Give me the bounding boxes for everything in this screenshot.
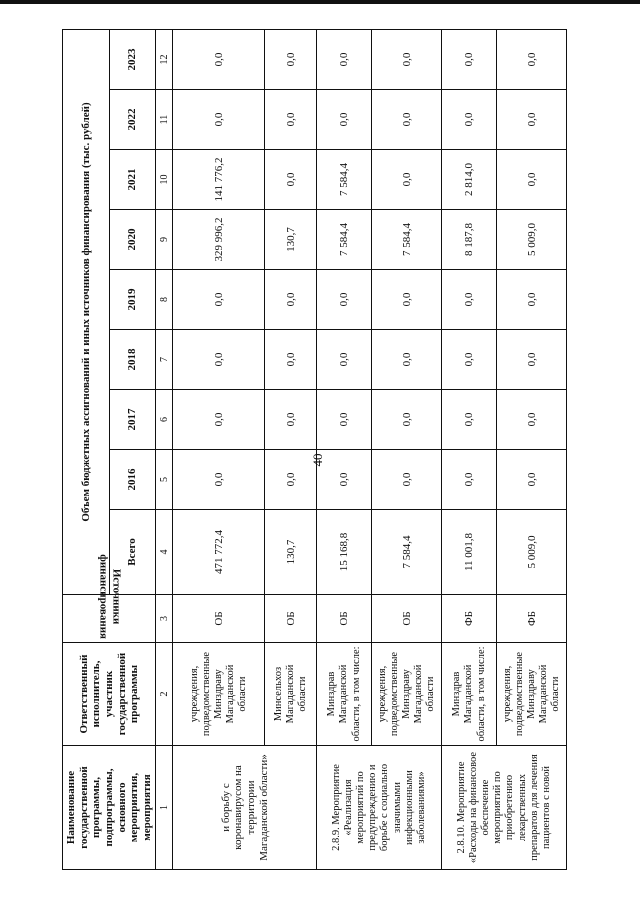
header-source: Источники финансирования	[63, 595, 156, 643]
table-row	[497, 29, 567, 869]
value-cell: 8 187,8	[442, 210, 497, 270]
value-cell: 7 584,4	[317, 150, 372, 210]
value-cell: 0,0	[497, 390, 567, 450]
source-cell: ОБ	[265, 595, 317, 643]
source-cell: ОБ	[317, 595, 372, 643]
value-cell: 7 584,4	[372, 210, 442, 270]
program-name-cell: 2.8.10. Мероприятие «Расходы на финансовое обеспечение мероприятий по приобретению лекарственных препаратов для лечения пациентов с новой	[442, 746, 567, 870]
total-cell: 471 772,4	[173, 510, 265, 595]
value-cell: 0,0	[317, 29, 372, 89]
value-cell: 0,0	[497, 450, 567, 510]
value-cell: 0,0	[442, 90, 497, 150]
header-total: Всего	[109, 510, 156, 595]
header-year-2018: 2018	[109, 330, 156, 390]
column-index: 12	[156, 29, 173, 89]
value-cell: 0,0	[442, 450, 497, 510]
column-index: 10	[156, 150, 173, 210]
value-cell: 0,0	[372, 29, 442, 89]
header-year-2020: 2020	[109, 210, 156, 270]
value-cell: 0,0	[173, 450, 265, 510]
value-cell: 0,0	[372, 330, 442, 390]
table-row	[372, 29, 442, 869]
value-cell: 0,0	[317, 90, 372, 150]
rotated-table-container	[62, 30, 622, 870]
total-cell: 7 584,4	[372, 510, 442, 595]
value-cell: 0,0	[265, 270, 317, 330]
value-cell: 0,0	[372, 90, 442, 150]
value-cell: 0,0	[265, 150, 317, 210]
value-cell: 0,0	[173, 29, 265, 89]
value-cell: 0,0	[442, 330, 497, 390]
column-index: 9	[156, 210, 173, 270]
table-row	[317, 29, 372, 869]
value-cell: 0,0	[265, 29, 317, 89]
value-cell: 0,0	[173, 330, 265, 390]
value-cell: 2 814,0	[442, 150, 497, 210]
value-cell: 0,0	[265, 450, 317, 510]
column-index-row	[156, 29, 173, 869]
total-cell: 15 168,8	[317, 510, 372, 595]
column-index: 7	[156, 330, 173, 390]
source-cell: ФБ	[497, 595, 567, 643]
table-row	[442, 29, 497, 869]
value-cell: 0,0	[317, 390, 372, 450]
program-name-cell: 2.8.9. Мероприятие «Реализация мероприятий по предупреждению и борьбе с социально значимыми инфекционными заболеваниями»	[317, 746, 442, 870]
table-row	[173, 29, 265, 869]
column-index: 2	[156, 643, 173, 746]
value-cell: 0,0	[497, 270, 567, 330]
column-index: 1	[156, 746, 173, 870]
value-cell: 0,0	[317, 450, 372, 510]
value-cell: 5 009,0	[497, 210, 567, 270]
value-cell: 0,0	[265, 330, 317, 390]
value-cell: 0,0	[173, 390, 265, 450]
column-index: 4	[156, 510, 173, 595]
column-index: 11	[156, 90, 173, 150]
column-index: 6	[156, 390, 173, 450]
table-row	[265, 29, 317, 869]
value-cell: 0,0	[265, 90, 317, 150]
executor-cell: Минздрав Магаданской области, в том числе:	[317, 643, 372, 746]
total-cell: 5 009,0	[497, 510, 567, 595]
header-year-2023: 2023	[109, 29, 156, 89]
value-cell: 130,7	[265, 210, 317, 270]
value-cell: 0,0	[173, 90, 265, 150]
column-index: 3	[156, 595, 173, 643]
value-cell: 7 584,4	[317, 210, 372, 270]
column-index: 5	[156, 450, 173, 510]
value-cell: 0,0	[497, 90, 567, 150]
top-border-line	[0, 0, 640, 4]
value-cell: 0,0	[497, 330, 567, 390]
value-cell: 0,0	[442, 29, 497, 89]
source-cell: ФБ	[442, 595, 497, 643]
value-cell: 0,0	[372, 150, 442, 210]
value-cell: 0,0	[317, 330, 372, 390]
value-cell: 0,0	[497, 29, 567, 89]
header-year-2021: 2021	[109, 150, 156, 210]
header-year-2016: 2016	[109, 450, 156, 510]
source-cell: ОБ	[372, 595, 442, 643]
value-cell: 0,0	[317, 270, 372, 330]
page-number: 40	[310, 453, 325, 467]
header-executor: Ответственный исполнитель, участник государственной программы	[63, 643, 156, 746]
value-cell: 141 776,2	[173, 150, 265, 210]
value-cell: 0,0	[372, 450, 442, 510]
source-cell: ОБ	[173, 595, 265, 643]
executor-cell: Минздрав Магаданской области, в том числе:	[442, 643, 497, 746]
value-cell: 0,0	[372, 270, 442, 330]
total-cell: 11 001,8	[442, 510, 497, 595]
header-program-name: Наименование государственной программы, подпрограммы, основного мероприятия, мероприятия	[63, 746, 156, 870]
header-year-2022: 2022	[109, 90, 156, 150]
header-financing-group: Объем бюджетных ассигнований и иных источников финансирования (тыс. рублей)	[63, 29, 110, 594]
value-cell: 329 996,2	[173, 210, 265, 270]
total-cell: 130,7	[265, 510, 317, 595]
header-year-2019: 2019	[109, 270, 156, 330]
executor-cell: учреждения, подведомственные Минздраву Магаданской области	[497, 643, 567, 746]
financing-table	[62, 29, 567, 870]
value-cell: 0,0	[497, 150, 567, 210]
value-cell: 0,0	[265, 390, 317, 450]
value-cell: 0,0	[442, 390, 497, 450]
program-name-cell: и борьбу с коронавирусом на территории Магаданской области»	[173, 746, 317, 870]
value-cell: 0,0	[372, 390, 442, 450]
executor-cell: учреждения, подведомственные Минздраву Магаданской области	[173, 643, 265, 746]
value-cell: 0,0	[442, 270, 497, 330]
header-year-2017: 2017	[109, 390, 156, 450]
executor-cell: Минсельхоз Магаданской области	[265, 643, 317, 746]
executor-cell: учреждения, подведомственные Минздраву Магаданской области	[372, 643, 442, 746]
value-cell: 0,0	[173, 270, 265, 330]
column-index: 8	[156, 270, 173, 330]
